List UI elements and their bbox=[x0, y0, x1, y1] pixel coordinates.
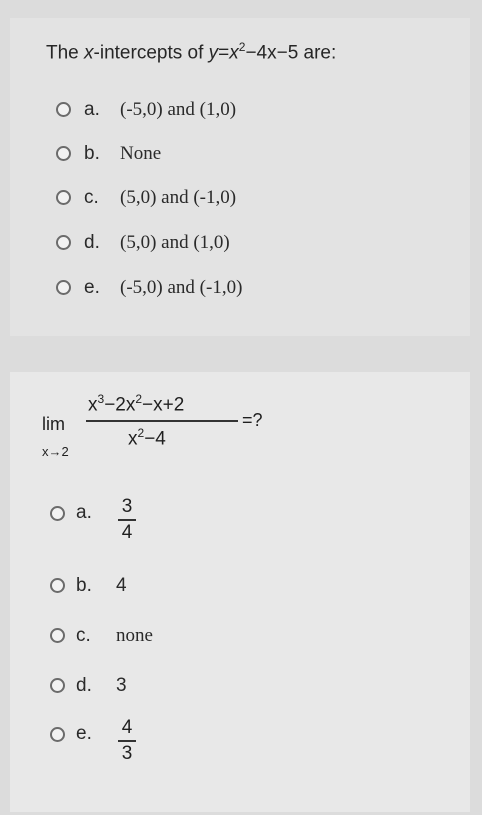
radio-button[interactable] bbox=[50, 506, 65, 521]
radio-button[interactable] bbox=[56, 102, 71, 117]
question-1-card bbox=[10, 18, 470, 336]
q2-option-b[interactable] bbox=[10, 572, 450, 602]
option-fraction: 4 3 bbox=[118, 717, 136, 765]
option-text: 4 bbox=[116, 575, 127, 596]
radio-button[interactable] bbox=[56, 280, 71, 295]
radio-button[interactable] bbox=[56, 235, 71, 250]
option-letter: e. bbox=[76, 723, 92, 744]
radio-button[interactable] bbox=[56, 190, 71, 205]
option-text: (5,0) and (1,0) bbox=[120, 232, 230, 253]
fraction-bar bbox=[86, 420, 238, 422]
option-letter: e. bbox=[84, 277, 100, 298]
option-letter: a. bbox=[84, 99, 100, 120]
equals-question: =? bbox=[242, 410, 263, 430]
question-1-stem: The x-intercepts of $y=x^2-4x-5$ are: bbox=[46, 40, 337, 64]
q2-option-a[interactable] bbox=[10, 496, 450, 556]
radio-button[interactable] bbox=[50, 628, 65, 643]
q2-option-c[interactable] bbox=[10, 622, 450, 652]
radio-button[interactable] bbox=[50, 678, 65, 693]
radio-button[interactable] bbox=[56, 146, 71, 161]
q2-option-e[interactable] bbox=[10, 717, 450, 777]
q1-option-e[interactable] bbox=[10, 274, 450, 304]
question-2-card bbox=[10, 372, 470, 812]
option-letter: c. bbox=[76, 625, 91, 646]
q1-option-d[interactable] bbox=[10, 229, 450, 259]
option-letter: d. bbox=[84, 232, 100, 253]
q2-option-d[interactable] bbox=[10, 672, 450, 702]
option-letter: d. bbox=[76, 675, 92, 696]
radio-button[interactable] bbox=[50, 578, 65, 593]
option-text: (5,0) and (-1,0) bbox=[120, 187, 237, 208]
fraction-numerator: $x^3-2x^2-x+2$ bbox=[88, 392, 185, 416]
option-letter: b. bbox=[76, 575, 92, 596]
q1-option-a[interactable] bbox=[10, 96, 450, 126]
limit-operator: lim bbox=[42, 414, 65, 434]
option-text: 3 bbox=[116, 675, 127, 696]
option-letter: c. bbox=[84, 187, 99, 208]
option-letter: b. bbox=[84, 143, 100, 164]
option-fraction: 3 4 bbox=[118, 496, 136, 544]
option-text: (-5,0) and (-1,0) bbox=[120, 277, 243, 298]
q1-option-b[interactable] bbox=[10, 140, 450, 170]
fraction-denominator: $x^2-4$ bbox=[128, 426, 166, 450]
limit-subscript: x→2 bbox=[42, 444, 69, 459]
option-text: None bbox=[120, 143, 162, 164]
q1-option-c[interactable] bbox=[10, 184, 450, 214]
option-text: none bbox=[116, 625, 153, 646]
radio-button[interactable] bbox=[50, 727, 65, 742]
option-letter: a. bbox=[76, 502, 92, 523]
option-text: (-5,0) and (1,0) bbox=[120, 99, 237, 120]
